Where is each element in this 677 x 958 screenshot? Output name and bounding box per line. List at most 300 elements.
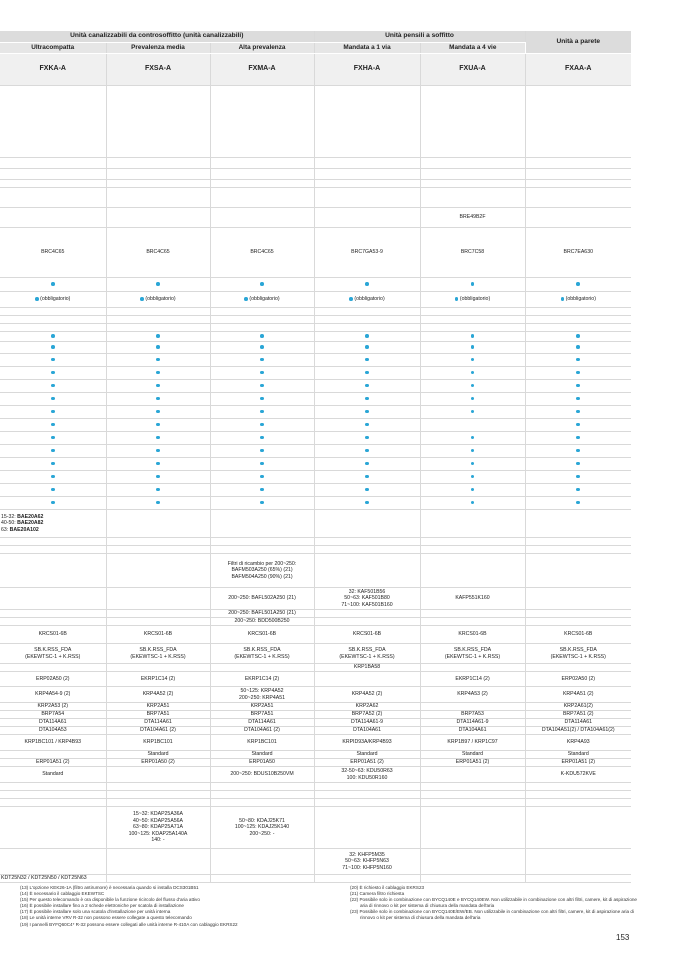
included-dot-icon <box>260 345 264 349</box>
table-cell <box>420 393 525 406</box>
included-dot-icon <box>260 371 264 375</box>
table-cell <box>525 510 631 538</box>
table-cell <box>525 497 631 510</box>
included-dot-icon <box>365 334 369 338</box>
table-cell <box>106 546 210 554</box>
table-cell <box>420 497 525 510</box>
table-cell <box>210 546 314 554</box>
table-cell <box>525 308 631 316</box>
table-cell <box>0 445 106 458</box>
table-row <box>0 278 631 292</box>
table-cell: BRP7A52 (2) <box>314 711 420 719</box>
included-dot-icon <box>260 436 264 440</box>
cell-line: 15~32: KDAP25A36A <box>132 811 184 818</box>
mandatory-label: (obbligatorio) <box>352 296 385 303</box>
table-cell <box>420 180 525 188</box>
table-cell: KRPID93A/KRP4B93 <box>314 735 420 751</box>
table-row <box>0 799 631 807</box>
table-cell <box>525 367 631 380</box>
table-cell: KRP2A51 <box>106 703 210 711</box>
table-cell <box>420 644 525 664</box>
header-group-row <box>0 31 631 43</box>
table-cell <box>106 180 210 188</box>
accessory-table <box>0 31 631 883</box>
table-cell <box>106 644 210 664</box>
table-cell <box>420 554 525 588</box>
cell-line: 32: KHFP5M35 <box>349 851 385 858</box>
bae-line: 15-32: BAE20A62 <box>1 513 44 520</box>
cell-line: Filtri di ricambio per 200~250: <box>227 560 297 567</box>
table-cell <box>0 367 106 380</box>
table-cell <box>420 432 525 445</box>
footnotes-right <box>350 885 638 922</box>
table-cell <box>106 354 210 367</box>
included-dot-icon <box>156 488 160 492</box>
table-cell <box>420 86 525 158</box>
table-cell <box>314 807 420 849</box>
footnote: (20) È richiesto il cablaggio EKRS23 <box>350 885 425 890</box>
table-cell <box>525 406 631 419</box>
included-dot-icon <box>260 334 264 338</box>
included-dot-icon <box>471 488 475 492</box>
table-cell <box>525 849 631 875</box>
table-row <box>0 719 631 727</box>
cell-line: 140: - <box>151 837 165 844</box>
table-cell: Standard <box>314 751 420 759</box>
footnote: (19) I pannelli BYFQ60C4* R-32 possono essere collegati alle unità interne R-410A con cablaggio EKRS22 <box>20 921 238 927</box>
included-dot-icon <box>260 282 264 286</box>
included-dot-icon <box>471 371 475 375</box>
table-cell <box>0 432 106 445</box>
table-cell <box>420 354 525 367</box>
cell-line: SB.K.RSS_FDA <box>243 647 281 654</box>
table-cell <box>314 180 420 188</box>
included-dot-icon <box>576 410 580 414</box>
included-dot-icon <box>51 397 55 401</box>
table-cell <box>0 458 106 471</box>
table-row <box>0 86 631 158</box>
included-dot-icon <box>156 475 160 479</box>
table-cell <box>314 308 420 316</box>
included-dot-icon <box>365 449 369 453</box>
table-row <box>0 367 631 380</box>
group-header-ducted: Unità canalizzabili da controsoffitto (unità canalizzabili) <box>0 31 314 43</box>
table-row <box>0 228 631 278</box>
table-cell <box>420 767 525 783</box>
table-row <box>0 393 631 406</box>
cell-line: 40~50: KDAP25A56A <box>132 817 184 824</box>
table-cell <box>420 324 525 332</box>
group-header-ceiling: Unità pensili a soffitto <box>314 31 525 43</box>
table-cell <box>314 367 420 380</box>
table-cell <box>314 554 420 588</box>
table-cell: EKRP1C14 (2) <box>420 672 525 687</box>
table-row <box>0 751 631 759</box>
table-cell <box>420 316 525 324</box>
cell-line: 200~250: KRP4A51 <box>239 694 286 701</box>
table-cell <box>525 791 631 799</box>
table-cell: KRP4A52 (2) <box>106 687 210 703</box>
table-cell <box>420 419 525 432</box>
included-dot-icon <box>576 371 580 375</box>
table-row <box>0 308 631 316</box>
table-cell <box>210 644 314 664</box>
included-dot-icon <box>51 436 55 440</box>
table-cell: 200~250: BDD500B250 <box>210 618 314 626</box>
table-cell <box>0 308 106 316</box>
table-cell <box>106 783 210 791</box>
table-cell <box>210 393 314 406</box>
table-cell <box>106 510 210 538</box>
table-cell <box>525 432 631 445</box>
table-cell <box>525 484 631 497</box>
table-cell <box>0 278 106 292</box>
included-dot-icon <box>471 384 475 388</box>
included-dot-icon <box>365 410 369 414</box>
included-dot-icon <box>51 449 55 453</box>
table-row <box>0 432 631 445</box>
cell-line: 32-50~63: KDU50R63 <box>341 768 393 775</box>
table-row <box>0 316 631 324</box>
included-dot-icon <box>365 423 369 427</box>
table-cell <box>106 538 210 546</box>
cell-line: SB.K.RSS_FDA <box>139 647 177 654</box>
table-row <box>0 687 631 703</box>
footnote: (23) Possibile solo in combinazione con BYCQ140E/EW/EB. Non utilizzabile in combinazione con altri filtri, camere, kit di aspirazione aria di rinnovo o kit per sistema di chiusura della mandata dell'aria <box>350 909 634 921</box>
table-cell: DTA104A61 (2) <box>106 727 210 735</box>
table-cell <box>0 664 106 672</box>
included-dot-icon <box>156 449 160 453</box>
accessory-table-container <box>0 31 631 883</box>
table-cell: DTA114A61-9 <box>420 719 525 727</box>
table-cell: KRP2A62 <box>314 703 420 711</box>
table-row <box>0 711 631 719</box>
included-dot-icon <box>576 501 580 505</box>
table-row <box>0 546 631 554</box>
table-cell <box>106 799 210 807</box>
table-cell <box>210 799 314 807</box>
table-cell: KRP4A93 <box>525 735 631 751</box>
table-cell <box>314 618 420 626</box>
table-cell: BRP7A53 <box>420 711 525 719</box>
group-header-wall: Unità a parete <box>525 31 631 54</box>
table-cell: BRP7A51 <box>106 711 210 719</box>
table-cell <box>106 292 210 308</box>
table-row <box>0 169 631 180</box>
table-cell <box>210 807 314 849</box>
table-cell <box>314 278 420 292</box>
table-cell <box>210 554 314 588</box>
bae-line: 40-50: BAE20A82 <box>1 520 44 527</box>
cell-line: SB.K.RSS_FDA <box>34 647 72 654</box>
included-dot-icon <box>156 358 160 362</box>
table-cell: ERP02A50 (2) <box>525 672 631 687</box>
cell-line: 50~63: KHFP5N63 <box>345 858 389 865</box>
footnote: (18) Le unità interne VRV R-32 non possono essere collegate a questo telecomando <box>20 915 192 921</box>
table-cell <box>106 419 210 432</box>
table-cell <box>525 188 631 208</box>
table-cell <box>314 610 420 618</box>
included-dot-icon <box>365 384 369 388</box>
included-dot-icon <box>51 345 55 349</box>
table-cell: ERP01A51 (2) <box>420 759 525 767</box>
cell-line: (EKEWTSC-1 + K.RSS) <box>444 653 501 660</box>
table-row <box>0 497 631 510</box>
table-cell <box>106 588 210 610</box>
table-cell <box>0 484 106 497</box>
table-cell <box>420 807 525 849</box>
table-cell <box>525 342 631 354</box>
included-dot-icon <box>51 334 55 338</box>
table-row <box>0 672 631 687</box>
table-cell <box>210 510 314 538</box>
table-cell: ERP01A51 (2) <box>314 759 420 767</box>
table-cell <box>210 332 314 342</box>
table-cell <box>0 188 106 208</box>
table-cell: KRCS01-6B <box>0 626 106 644</box>
table-row <box>0 342 631 354</box>
table-cell <box>314 432 420 445</box>
table-cell <box>0 610 106 618</box>
table-row <box>0 588 631 610</box>
table-cell <box>210 180 314 188</box>
table-cell <box>420 664 525 672</box>
included-dot-icon <box>51 501 55 505</box>
included-dot-icon <box>576 436 580 440</box>
table-cell <box>525 419 631 432</box>
table-cell <box>420 367 525 380</box>
included-dot-icon <box>471 334 475 338</box>
table-cell <box>106 445 210 458</box>
included-dot-icon <box>471 397 475 401</box>
table-cell <box>0 849 106 875</box>
cell-line: SB.K.RSS_FDA <box>348 647 386 654</box>
table-cell <box>525 354 631 367</box>
table-cell <box>0 342 106 354</box>
table-cell <box>106 618 210 626</box>
table-cell <box>314 419 420 432</box>
table-cell: DTA104A61 <box>314 727 420 735</box>
table-cell <box>525 664 631 672</box>
table-row <box>0 618 631 626</box>
table-cell: Standard <box>0 767 106 783</box>
model-fxha: FXHA-A <box>314 54 420 86</box>
included-dot-icon <box>156 397 160 401</box>
included-dot-icon <box>365 345 369 349</box>
table-cell: KRCS01-6B <box>420 626 525 644</box>
subgroup-mandata-4-vie: Mandata a 4 vie <box>420 43 525 54</box>
table-cell: EKRP1C14 (2) <box>106 672 210 687</box>
table-cell: BRC7C58 <box>420 228 525 278</box>
table-cell <box>0 554 106 588</box>
table-cell <box>420 406 525 419</box>
table-cell: KRP1BA58 <box>314 664 420 672</box>
table-cell <box>314 849 420 875</box>
table-cell <box>525 783 631 791</box>
table-cell: KRCS01-6B <box>525 626 631 644</box>
table-cell <box>210 419 314 432</box>
table-cell <box>106 158 210 169</box>
table-row <box>0 644 631 664</box>
included-dot-icon <box>576 334 580 338</box>
table-body <box>0 86 631 883</box>
included-dot-icon <box>51 423 55 427</box>
cell-line: (EKEWTSC-1 + K.RSS) <box>234 653 290 660</box>
table-cell <box>0 292 106 308</box>
included-dot-icon <box>471 358 475 362</box>
table-cell <box>106 767 210 783</box>
mandatory-label: (obbligatorio) <box>564 296 596 303</box>
table-cell <box>210 458 314 471</box>
subgroup-ultracompatta: Ultracompatta <box>0 43 106 54</box>
included-dot-icon <box>156 423 160 427</box>
table-cell <box>420 484 525 497</box>
table-cell <box>210 791 314 799</box>
cell-line: SB.K.RSS_FDA <box>453 647 492 654</box>
table-cell <box>210 308 314 316</box>
table-cell: DTA104A61 <box>420 727 525 735</box>
table-cell <box>106 875 210 883</box>
table-cell <box>525 875 631 883</box>
cell-line: (EKEWTSC-1 + K.RSS) <box>25 653 81 660</box>
included-dot-icon <box>260 488 264 492</box>
table-cell <box>0 588 106 610</box>
table-cell <box>420 546 525 554</box>
included-dot-icon <box>365 371 369 375</box>
table-cell: BRC4C65 <box>106 228 210 278</box>
table-cell <box>0 497 106 510</box>
table-cell <box>314 169 420 180</box>
table-cell <box>106 208 210 228</box>
table-cell <box>420 471 525 484</box>
table-cell <box>106 610 210 618</box>
table-cell <box>314 188 420 208</box>
table-cell <box>525 169 631 180</box>
included-dot-icon <box>156 371 160 375</box>
table-cell <box>0 406 106 419</box>
table-cell <box>420 791 525 799</box>
table-cell: 200~250: BDUS10B250VM <box>210 767 314 783</box>
table-cell <box>314 332 420 342</box>
included-dot-icon <box>156 501 160 505</box>
table-cell <box>0 799 106 807</box>
table-cell <box>420 158 525 169</box>
table-row <box>0 445 631 458</box>
mandatory-label: (obbligatorio) <box>458 296 491 303</box>
table-cell <box>525 799 631 807</box>
table-cell <box>210 380 314 393</box>
table-row <box>0 783 631 791</box>
table-cell: KRP1BC101 <box>210 735 314 751</box>
table-row <box>0 188 631 208</box>
table-cell <box>106 380 210 393</box>
table-cell <box>420 292 525 308</box>
table-cell: ERP01A50 (2) <box>106 759 210 767</box>
table-cell <box>314 342 420 354</box>
table-cell <box>314 471 420 484</box>
included-dot-icon <box>51 462 55 466</box>
table-cell <box>525 445 631 458</box>
table-cell <box>525 554 631 588</box>
table-cell <box>525 471 631 484</box>
table-cell <box>106 342 210 354</box>
table-cell: KRP4A51 (2) <box>525 687 631 703</box>
cell-line: 50~125: KRP4A52 <box>240 688 284 695</box>
table-cell <box>525 332 631 342</box>
header-model-row <box>0 54 631 86</box>
table-cell <box>314 86 420 158</box>
included-dot-icon <box>576 358 580 362</box>
included-dot-icon <box>471 282 475 286</box>
table-cell <box>0 169 106 180</box>
table-cell <box>210 188 314 208</box>
cell-line: 63~80: KDAP25A71A <box>132 824 184 831</box>
included-dot-icon <box>576 475 580 479</box>
table-cell <box>525 618 631 626</box>
table-cell <box>0 208 106 228</box>
subgroup-mandata-1-via: Mandata a 1 via <box>314 43 420 54</box>
cell-line: (EKEWTSC-1 + K.RSS) <box>130 653 186 660</box>
table-cell <box>106 432 210 445</box>
table-cell <box>0 158 106 169</box>
included-dot-icon <box>471 462 475 466</box>
table-cell <box>106 791 210 799</box>
included-dot-icon <box>51 384 55 388</box>
table-cell <box>314 767 420 783</box>
included-dot-icon <box>156 282 160 286</box>
table-cell: ERP01A51 (2) <box>0 759 106 767</box>
cell-line: 50~80: KDAJ25K71 <box>239 817 285 824</box>
included-dot-icon <box>365 488 369 492</box>
table-cell: BRP7A51 <box>210 711 314 719</box>
table-cell <box>420 278 525 292</box>
included-dot-icon <box>156 384 160 388</box>
table-cell: Standard <box>106 751 210 759</box>
included-dot-icon <box>260 423 264 427</box>
table-cell: KAFP551K160 <box>420 588 525 610</box>
table-cell <box>210 497 314 510</box>
table-row <box>0 626 631 644</box>
table-cell <box>314 316 420 324</box>
table-cell <box>0 419 106 432</box>
table-cell <box>210 664 314 672</box>
table-cell <box>525 588 631 610</box>
table-cell: 200~250: BAFL501A250 (21) <box>210 610 314 618</box>
table-cell <box>314 324 420 332</box>
table-cell <box>314 644 420 664</box>
table-cell <box>420 538 525 546</box>
table-row <box>0 510 631 538</box>
table-cell: BRC4C65 <box>210 228 314 278</box>
included-dot-icon <box>576 384 580 388</box>
table-cell <box>314 458 420 471</box>
table-cell <box>106 484 210 497</box>
table-cell <box>525 324 631 332</box>
table-cell <box>0 538 106 546</box>
table-row <box>0 767 631 783</box>
table-cell <box>0 783 106 791</box>
included-dot-icon <box>576 345 580 349</box>
table-cell <box>106 188 210 208</box>
table-cell <box>420 342 525 354</box>
table-cell <box>525 278 631 292</box>
table-cell <box>525 86 631 158</box>
table-row <box>0 875 631 883</box>
included-dot-icon <box>51 371 55 375</box>
table-cell: KDT25N32 / KDT25N50 / KDT25N63 <box>0 875 106 883</box>
table-cell <box>210 316 314 324</box>
table-cell <box>210 292 314 308</box>
